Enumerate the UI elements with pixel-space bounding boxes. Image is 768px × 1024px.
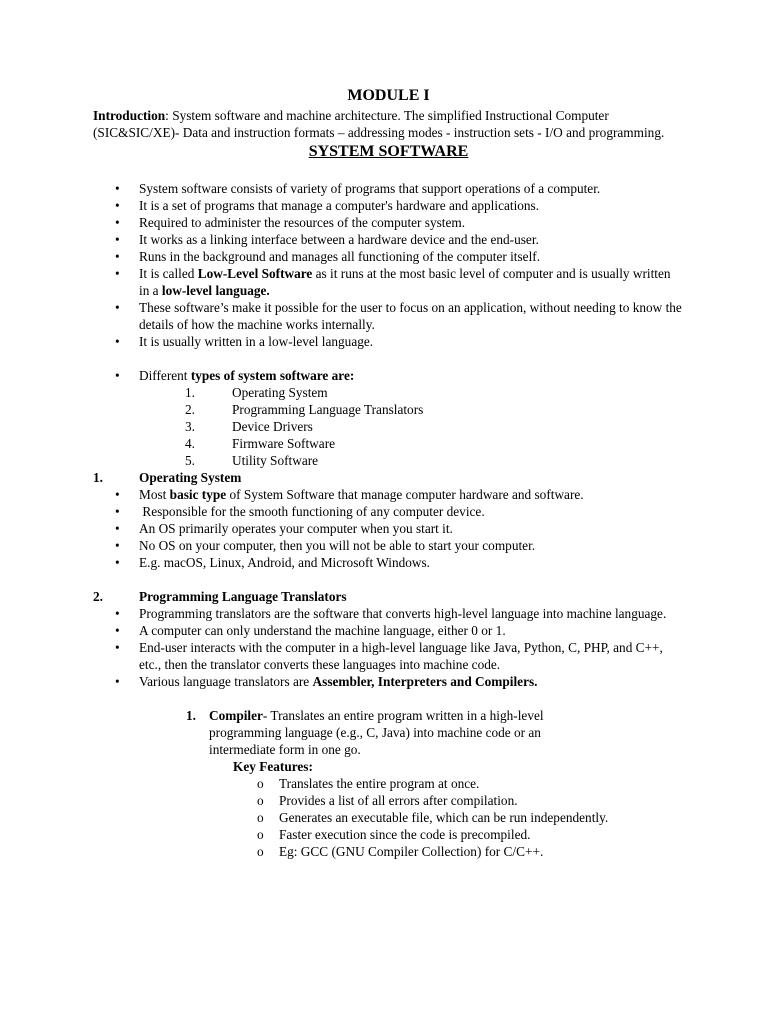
- system-software-bullets: [93, 180, 684, 350]
- list-item: • It is a set of programs that manage a computer's hardware and applications.: [93, 197, 684, 214]
- intro-label: Introduction: [93, 108, 166, 123]
- os-bullets: [93, 486, 684, 571]
- list-item: • E.g. macOS, Linux, Android, and Microsoft Windows.: [93, 554, 684, 571]
- list-item: • Most basic type of System Software that manage computer hardware and software.: [93, 486, 684, 503]
- list-item: • Runs in the background and manages all functioning of the computer itself.: [93, 248, 684, 265]
- list-item: 1. Operating System: [185, 385, 328, 400]
- list-item: 5. Utility Software: [185, 453, 319, 468]
- intro-text: : System software and machine architecture. The simplified Instructional Computer (SIC&SIC/XE)- Data and instruction formats – addressing modes - instruction sets - I/O and programming.: [93, 108, 665, 140]
- module-title: MODULE I: [347, 87, 430, 104]
- types-list: [93, 384, 684, 469]
- compiler-item: 1. Compiler- Translates an entire program written in a high-level programming language (e.g., C, Java) into machine code or an intermediate form in one go.: [186, 708, 544, 757]
- key-features-label: Key Features:: [233, 759, 313, 774]
- list-item: o Faster execution since the code is precompiled.: [93, 826, 684, 843]
- list-item: 3. Device Drivers: [185, 419, 313, 434]
- list-item: 4. Firmware Software: [185, 436, 336, 451]
- list-item: • No OS on your computer, then you will not be able to start your computer.: [93, 537, 684, 554]
- list-item: • These software’s make it possible for the user to focus on an application, without needing to know the details of how the machine works internally.: [93, 299, 684, 333]
- list-item: • It works as a linking interface between a hardware device and the end-user.: [93, 231, 684, 248]
- list-item: • Responsible for the smooth functioning of any computer device.: [93, 503, 684, 520]
- list-item: • Required to administer the resources of the computer system.: [93, 214, 684, 231]
- section-title: SYSTEM SOFTWARE: [308, 143, 469, 160]
- list-item: • System software consists of variety of programs that support operations of a computer.: [93, 180, 684, 197]
- plt-heading: 2. Programming Language Translators: [93, 589, 347, 604]
- list-item: o Translates the entire program at once.: [93, 775, 684, 792]
- list-item: • It is called Low-Level Software as it runs at the most basic level of computer and is usually written in a low-level language.: [93, 265, 684, 299]
- os-heading: 1. Operating System: [93, 470, 242, 485]
- list-item: o Provides a list of all errors after compilation.: [93, 792, 684, 809]
- list-item: • It is usually written in a low-level language.: [93, 333, 684, 350]
- list-item: • Different types of system software are:: [93, 367, 684, 384]
- plt-bullets: [93, 605, 684, 690]
- list-item: • A computer can only understand the machine language, either 0 or 1.: [93, 622, 684, 639]
- list-item: • End-user interacts with the computer in a high-level language like Java, Python, C, PHP, and C++, etc., then the translator converts these languages into machine code.: [93, 639, 684, 673]
- list-item: o Generates an executable file, which can be run independently.: [93, 809, 684, 826]
- intro-paragraph: [93, 107, 684, 141]
- list-item: o Eg: GCC (GNU Compiler Collection) for C/C++.: [93, 843, 684, 860]
- types-bullet: [93, 367, 684, 384]
- list-item: • Programming translators are the software that converts high-level language into machine language.: [93, 605, 684, 622]
- list-item: 2. Programming Language Translators: [185, 402, 424, 417]
- compiler-features: [93, 775, 684, 860]
- list-item: • An OS primarily operates your computer when you start it.: [93, 520, 684, 537]
- list-item: • Various language translators are Assembler, Interpreters and Compilers.: [93, 673, 684, 690]
